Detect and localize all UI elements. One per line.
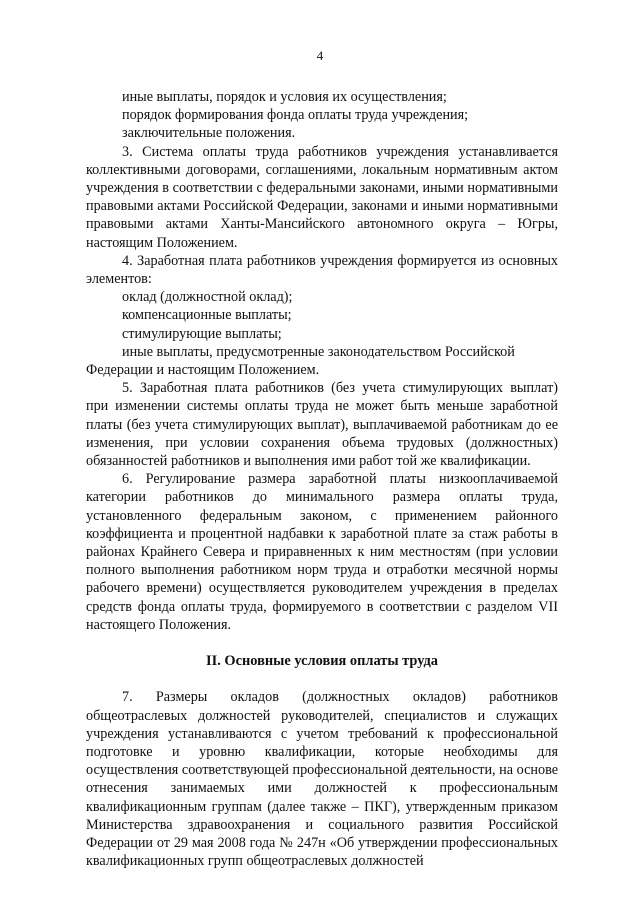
section-heading: II. Основные условия оплаты труда xyxy=(206,653,438,670)
list-item-continuation: Федерации и настоящим Положением. xyxy=(86,362,320,379)
list-item: заключительные положения. xyxy=(122,125,296,142)
list-item: иные выплаты, предусмотренные законодательством Российской xyxy=(122,343,515,360)
paragraph-6: 6. Регулирование размера заработной платы низкооплачиваемой категории работников до минимального размера оплаты труда, установленного федеральным законом, с применением районного коэффициента и процентной надбавки к заработной плате за стаж работы в районах Крайнего Севера и приравненных к ним местностям (при условии полного выполнения работником норм труда и отработки месячной нормы рабочего времени) осуществляется руководителем учреждения в пределах средств фонда оплаты труда, формируемого в соответствии с разделом VII настоящего Положения. xyxy=(86,471,558,633)
list-item: иные выплаты, порядок и условия их осуществления; xyxy=(122,89,447,105)
list-item: стимулирующие выплаты; xyxy=(122,325,282,342)
list-item: компенсационные выплаты; xyxy=(122,307,292,324)
paragraph-7: 7. Размеры окладов (должностных окладов) работников общеотраслевых должностей руководителей, специалистов и служащих учреждения устанавливаются с учетом требований к профессиональной подготовке и уровню квалификации, которые необходимы для осуществления соответствующей профессиональной деятельности, на основе отнесения занимаемых ими должностей к профессиональным квалификационным группам (далее также – ПКГ), утвержденным приказом Министерства здравоохранения и социального развития Российской Федерации от 29 мая 2008 года № 247н «Об утверждении профессиональных квалификационных групп общеотраслевых должностей xyxy=(86,689,558,870)
list-item: оклад (должностной оклад); xyxy=(122,289,293,306)
paragraph-3: 3. Система оплаты труда работников учреждения устанавливается коллективными договорами, соглашениями, локальным нормативным актом учреждения в соответствии с федеральными законами, иными нормативными правовыми актами Российской Федерации, законами и иными нормативными правовыми актами Ханты-Мансийского автономного округа – Югры, настоящим Положением. xyxy=(86,143,558,251)
list-item: порядок формирования фонда оплаты труда учреждения; xyxy=(122,107,469,124)
paragraph-5: 5. Заработная плата работников (без учета стимулирующих выплат) при изменении системы оплаты труда не может быть меньше заработной платы (без учета стимулирующих выплат), выплачиваемой работникам до ее изменения, при условии сохранения объема трудовых (должностных) обязанностей работников и выполнения ими работ той же квалификации. xyxy=(86,380,558,470)
document-body xyxy=(86,88,558,870)
page-number: 4 xyxy=(316,48,324,63)
paragraph-4: 4. Заработная плата работников учреждения формируется из основных элементов: xyxy=(86,252,558,288)
